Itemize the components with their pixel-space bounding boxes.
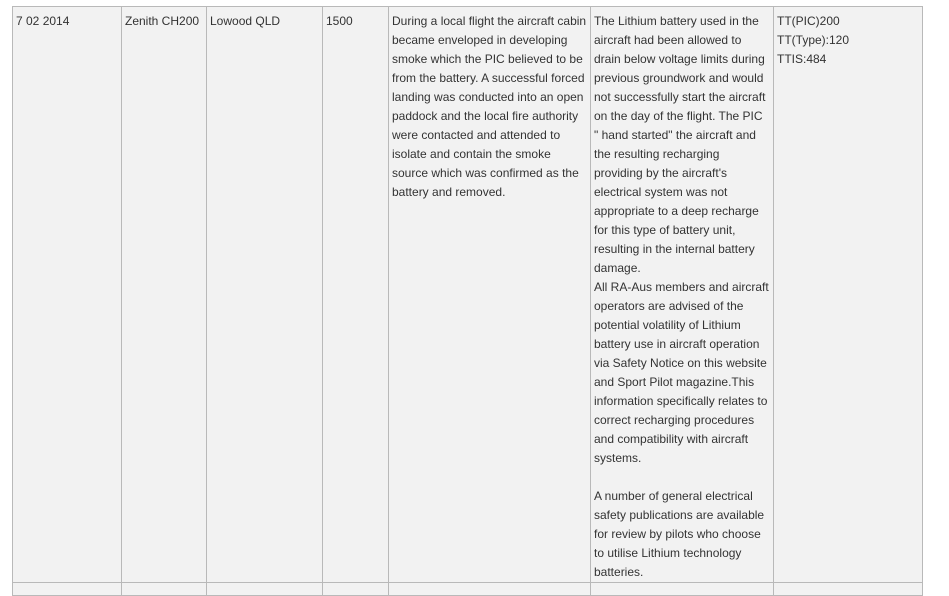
empty-cell (389, 583, 591, 596)
empty-cell (122, 583, 207, 596)
description-cell: During a local flight the aircraft cabin became enveloped in developing smoke which the PIC believed to be from the battery. A successful forced landing was conducted into an open paddock and the local fire authority were contacted and attended to isolate and contain the smoke source which was confirmed as the battery and removed. (389, 7, 591, 583)
date-cell: 7 02 2014 (13, 7, 122, 583)
empty-cell (774, 583, 923, 596)
hours-type: TT(Type):120 (777, 33, 850, 47)
empty-cell (591, 583, 774, 596)
aircraft-cell: Zenith CH200 (122, 7, 207, 583)
incident-table (12, 6, 923, 596)
pilot-hours-cell (774, 7, 923, 583)
table-row (13, 7, 923, 583)
table-row (13, 583, 923, 596)
altitude-cell: 1500 (323, 7, 389, 583)
empty-cell (323, 583, 389, 596)
location-cell: Lowood QLD (207, 7, 323, 583)
findings-paragraph-3: A number of general electrical safety publications are available for review by pilots who choose to utilise Lithium technology batteries. (594, 489, 765, 579)
hours-pic: TT(PIC)200 (777, 14, 840, 28)
findings-cell (591, 7, 774, 583)
empty-cell (13, 583, 122, 596)
findings-paragraph-2: All RA-Aus members and aircraft operators are advised of the potential volatility of Lithium battery use in aircraft operation via Safety Notice on this website and Sport Pilot magazine.This information specifically relates to correct recharging procedures and compatibility with aircraft systems. (594, 280, 769, 465)
findings-paragraph-1: The Lithium battery used in the aircraft had been allowed to drain below voltage limits during previous groundwork and would not successfully start the aircraft on the day of the flight. The PIC " hand started" the aircraft and the resulting recharging providing by the aircraft's electrical system was not appropriate to a deep recharge for this type of battery unit, resulting in the internal battery damage. (594, 14, 766, 275)
empty-cell (207, 583, 323, 596)
hours-ttis: TTIS:484 (777, 52, 827, 66)
